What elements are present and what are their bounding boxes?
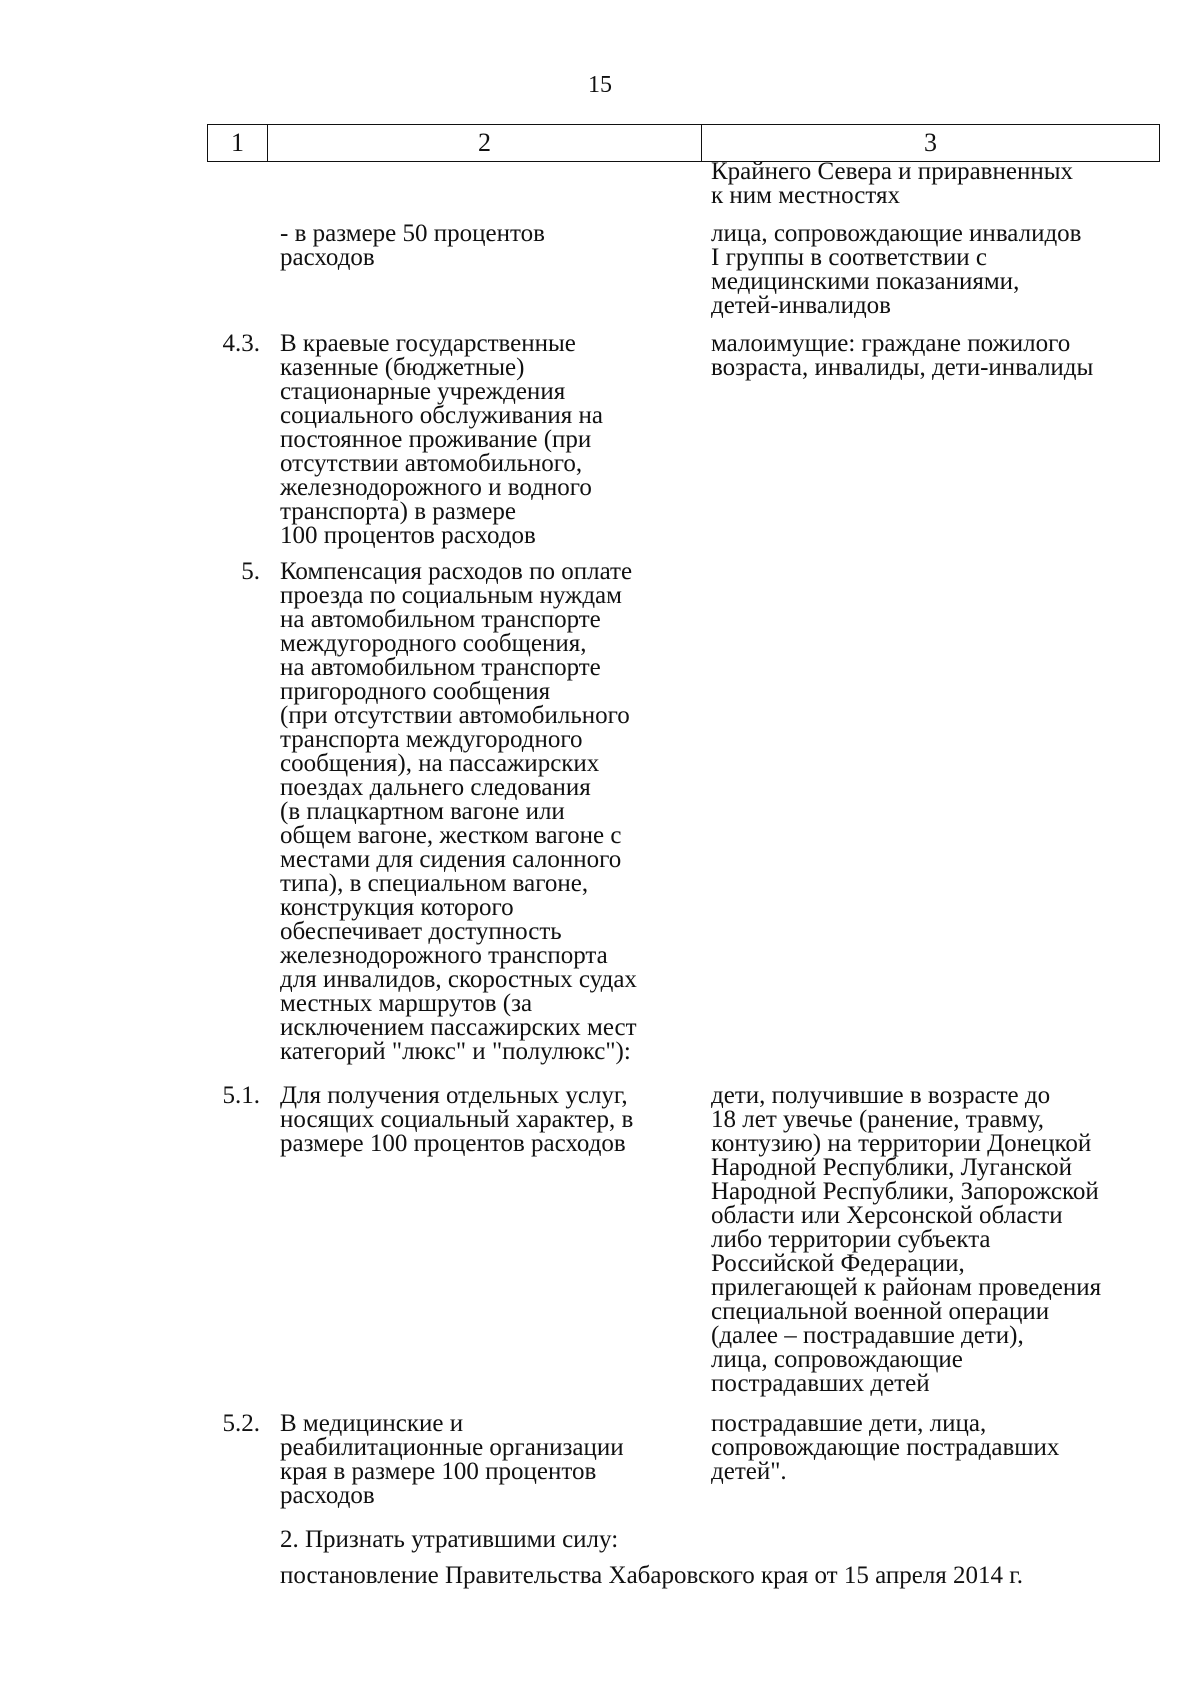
row-number: 5.1. bbox=[222, 1082, 260, 1109]
row-number: 5.2. bbox=[222, 1410, 260, 1437]
row-number: 4.3. bbox=[222, 330, 260, 357]
paragraph-2: 2. Признать утратившими силу: bbox=[280, 1526, 619, 1553]
row-col2: В медицинские и реабилитационные организации края в размере 100 процентов расходов bbox=[280, 1410, 624, 1509]
row-col3: лица, сопровождающие инвалидов I группы в соответствии с медицинскими показаниями, детей-инвалидов bbox=[711, 220, 1082, 319]
row-col3: Крайнего Севера и приравненных к ним местностях bbox=[711, 158, 1073, 209]
row-col2: Компенсация расходов по оплате проезда по социальным нуждам на автомобильном транспорте междугородного сообщения, на автомобильном транспорте пригородного сообщения (при отсутствии автомобильного транспорта междугородного сообщения), на пассажирских поездах дальнего следования (в плацкартном вагоне или общем вагоне, жестком вагоне с местами для сидения салонного типа), в специальном вагоне, конструкция которого обеспечивает доступность железнодорожного транспорта для инвалидов, скоростных судах местных маршрутов (за исключением пассажирских мест категорий "люкс" и "полулюкс"): bbox=[280, 558, 637, 1065]
row-number: 5. bbox=[241, 558, 260, 585]
page-number: 15 bbox=[588, 72, 612, 98]
row-col2: В краевые государственные казенные (бюджетные) стационарные учреждения социального обслуживания на постоянное проживание (при отсутствии автомобильного, железнодорожного и водного транспорта) в размере 100 процентов расходов bbox=[280, 330, 603, 549]
row-col3: малоимущие: граждане пожилого возраста, инвалиды, дети-инвалиды bbox=[711, 330, 1094, 381]
row-col3: дети, получившие в возрасте до 18 лет увечье (ранение, травму, контузию) на территории Донецкой Народной Республики, Луганской Народной Республики, Запорожской области или Херсонской области либо территории субъекта Российской Федерации, прилегающей к районам проведения специальной военной операции (далее – пострадавшие дети), лица, сопровождающие пострадавших детей bbox=[711, 1082, 1102, 1397]
row-col2: Для получения отдельных услуг, носящих социальный характер, в размере 100 процентов расходов bbox=[280, 1082, 634, 1157]
row-col2: - в размере 50 процентов расходов bbox=[280, 220, 545, 271]
table-header bbox=[207, 124, 1160, 162]
header-col-1: 1 bbox=[208, 125, 268, 161]
row-col3: пострадавшие дети, лица, сопровождающие пострадавших детей". bbox=[711, 1410, 1060, 1485]
header-col-2: 2 bbox=[268, 125, 702, 161]
paragraph-3: постановление Правительства Хабаровского края от 15 апреля 2014 г. bbox=[280, 1562, 1023, 1589]
header-col-3: 3 bbox=[924, 128, 937, 157]
